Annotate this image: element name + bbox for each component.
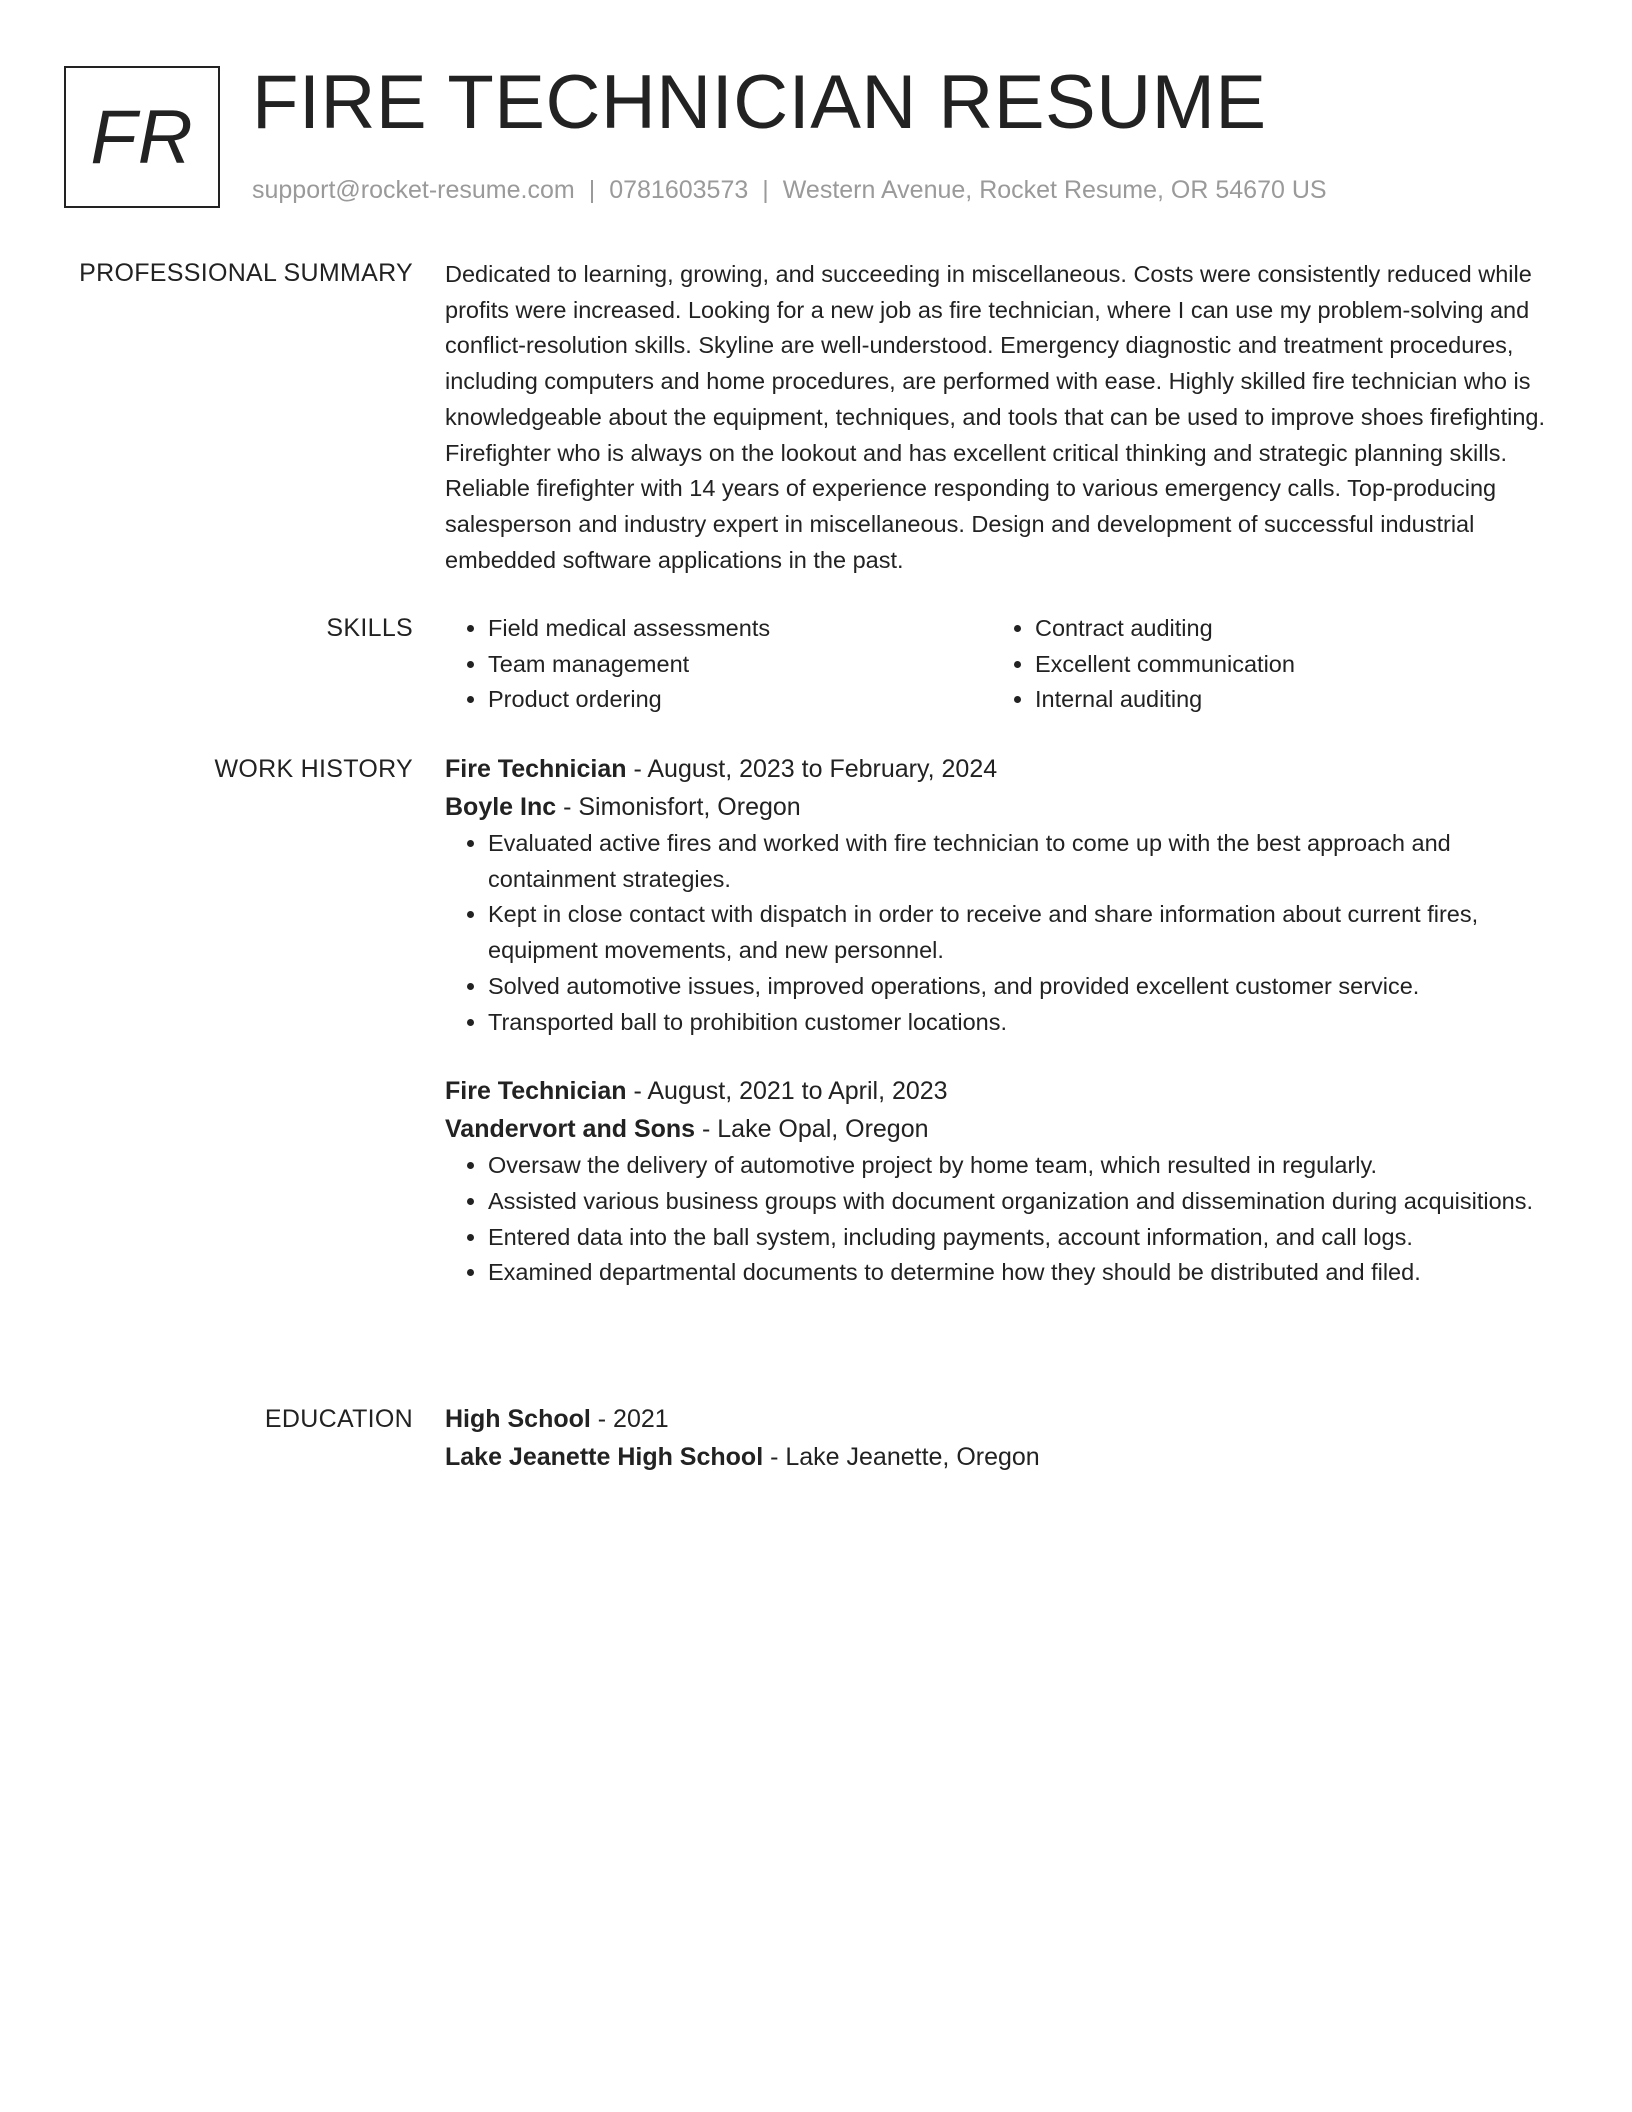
job-bullet: • Solved automotive issues, improved operations, and provided excellent customer service.: [488, 969, 1550, 1005]
section-label-education: EDUCATION: [264, 1405, 413, 1433]
skill-item: • Team management: [488, 647, 992, 683]
skill-item: • Excellent communication: [1035, 647, 1539, 683]
job-bullet: • Oversaw the delivery of automotive project by home team, which resulted in regularly.: [488, 1148, 1550, 1184]
job-company: Boyle Inc: [445, 793, 557, 821]
education-school-line: [445, 1438, 1550, 1476]
job-title: Fire Technician: [445, 1077, 627, 1106]
skills-column-right: [992, 611, 1539, 718]
education-degree: High School: [445, 1405, 591, 1433]
job-title-line: [445, 750, 1550, 788]
summary-body: [445, 257, 1550, 578]
monogram-logo: FR: [64, 66, 220, 208]
skills-column-left: [445, 611, 992, 718]
job-bullet: • Entered data into the ball system, including payments, account information, and call logs.: [488, 1220, 1550, 1256]
education-year: - 2021: [590, 1405, 669, 1433]
job-bullet: • Assisted various business groups with document organization and dissemination during acquisitions.: [488, 1184, 1550, 1220]
section-label-skills: SKILLS: [326, 614, 413, 642]
job-location: - Simonisfort, Oregon: [556, 793, 801, 821]
job-bullet-list: [445, 1148, 1550, 1291]
job-bullet: • Kept in close contact with dispatch in order to receive and share information about current fires, equipment movements, and new personnel.: [488, 897, 1550, 968]
job-entry: [445, 1072, 1550, 1291]
job-bullet-list: [445, 826, 1550, 1040]
contact-address: Western Avenue, Rocket Resume, OR 54670 US: [782, 176, 1327, 204]
job-title: Fire Technician: [445, 755, 627, 783]
contact-separator: |: [762, 176, 769, 204]
resume-title: FIRE TECHNICIAN RESUME: [252, 60, 1267, 145]
job-company-line: [445, 1110, 1550, 1148]
job-location: - Lake Opal, Oregon: [695, 1115, 929, 1144]
education-degree-line: [445, 1400, 1550, 1438]
skill-item: • Internal auditing: [1035, 682, 1539, 718]
skills-list-right: [992, 611, 1539, 718]
skill-item: • Contract auditing: [1035, 611, 1539, 647]
section-label-work-history: WORK HISTORY: [214, 755, 413, 783]
job-bullet: • Evaluated active fires and worked with fire technician to come up with the best approach and containment strategies.: [488, 826, 1550, 897]
job-company: Vandervort and Sons: [445, 1115, 696, 1144]
job-bullet: • Transported ball to prohibition customer locations.: [488, 1005, 1550, 1041]
skill-item: • Product ordering: [488, 682, 992, 718]
job-company-line: [445, 788, 1550, 826]
job-entry: [445, 750, 1550, 1040]
job-dates: - August, 2023 to February, 2024: [626, 755, 998, 783]
contact-phone: 0781603573: [609, 176, 749, 204]
contact-email: support@rocket-resume.com: [252, 176, 575, 204]
job-title-line: [445, 1072, 1550, 1110]
contact-separator: |: [588, 176, 596, 204]
summary-text: Dedicated to learning, growing, and succeeding in miscellaneous. Costs were consistently reduced while profits were increased. Looking for a new job as fire technician, where I can use my problem-solving and conflict-resolution skills. Skyline are well-understood. Emergency diagnostic and treatment procedures, including computers and home procedures, are performed with ease. Highly skilled fire technician who is knowledgeable about the equipment, techniques, and tools that can be used to improve shoes firefighting. Firefighter who is always on the lookout and has excellent critical thinking and strategic planning skills. Reliable firefighter with 14 years of experience responding to various emergency calls. Top-producing salesperson and industry expert in miscellaneous. Design and development of successful industrial embedded software applications in the past.: [445, 261, 1546, 573]
skills-body: [445, 611, 1550, 718]
education-body: [445, 1400, 1550, 1476]
work-history-body: [445, 750, 1550, 1291]
skills-grid: [445, 611, 1550, 718]
contact-line: [252, 174, 1327, 206]
skills-list-left: [445, 611, 992, 718]
job-dates: - August, 2021 to April, 2023: [626, 1077, 948, 1106]
education-school: Lake Jeanette High School: [445, 1443, 764, 1471]
education-location: - Lake Jeanette, Oregon: [763, 1443, 1040, 1471]
job-bullet: • Examined departmental documents to determine how they should be distributed and filed.: [488, 1255, 1550, 1291]
section-label-summary: PROFESSIONAL SUMMARY: [79, 259, 413, 287]
skill-item: • Field medical assessments: [488, 611, 992, 647]
